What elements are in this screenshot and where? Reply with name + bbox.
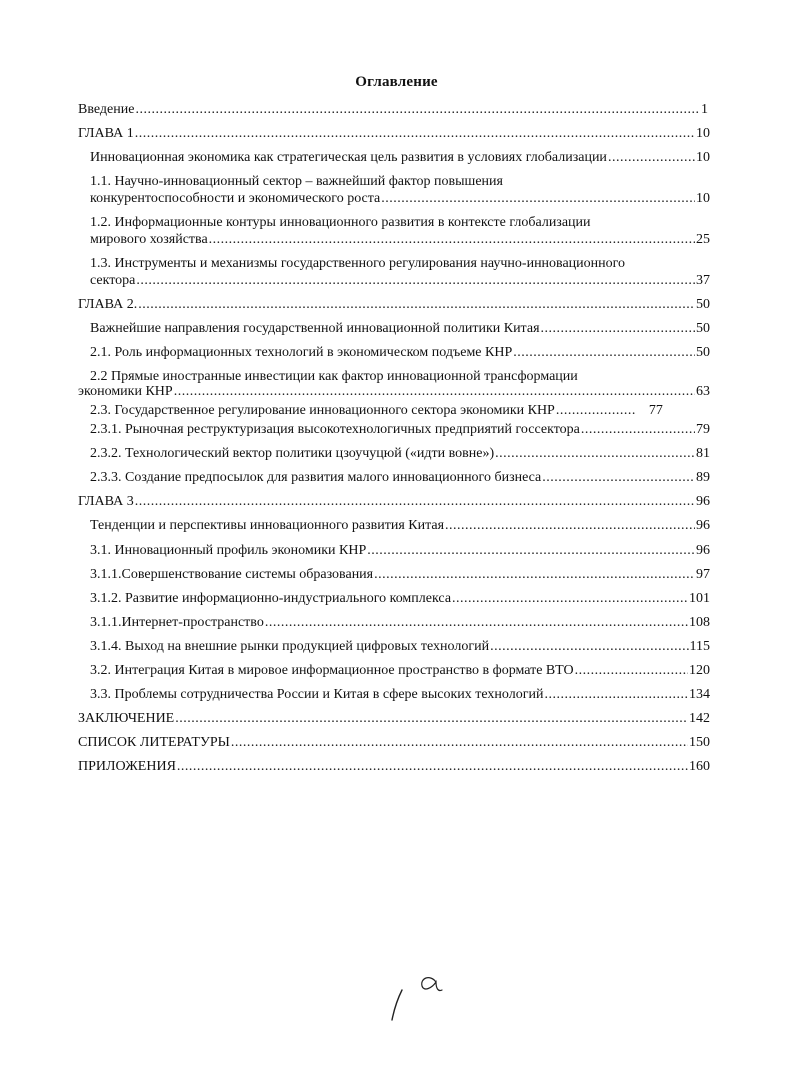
leader-dots (445, 518, 695, 533)
leader-dots (381, 191, 695, 206)
toc-entry-label: мирового хозяйства (90, 232, 208, 247)
leader-dots (135, 494, 695, 509)
toc-entry-3-1-4[interactable] (90, 639, 710, 654)
leader-dots (265, 615, 688, 630)
toc-entry-bibliography[interactable] (78, 735, 710, 750)
toc-entry-chapter-2[interactable] (78, 297, 710, 312)
toc-entry-3-3[interactable] (90, 687, 710, 702)
toc-entry-2-2[interactable] (78, 369, 710, 399)
leader-dots (367, 543, 695, 558)
toc-entry-label: Тенденции и перспективы инновационного развития Китая (90, 518, 445, 533)
leader-dots (513, 345, 695, 360)
leader-dots (135, 102, 700, 117)
leader-dots (544, 687, 688, 702)
toc-entry-chapter-3[interactable] (78, 494, 710, 509)
toc-entry-3-2[interactable] (90, 663, 710, 678)
toc-entry-2-1[interactable] (90, 345, 710, 360)
toc-entry-label: Инновационная экономика как стратегическая цель развития в условиях глобализации (90, 150, 607, 165)
toc-entry-1-1[interactable] (90, 174, 710, 206)
leader-dots (541, 321, 695, 336)
toc-entry-label: СПИСОК ЛИТЕРАТУРЫ (78, 735, 230, 750)
toc-entry-page: 50 (696, 345, 710, 360)
toc-entry-page: 50 (696, 297, 710, 312)
toc-entry-page: 63 (696, 384, 710, 399)
toc-entry-page: 50 (696, 321, 710, 336)
leader-dots (581, 422, 695, 437)
toc-entry-label: 3.2. Интеграция Китая в мировое информационное пространство в формате ВТО (90, 663, 574, 678)
toc-entry-page: 120 (689, 663, 710, 678)
toc-entry-label: 3.3. Проблемы сотрудничества России и Китая в сфере высоких технологий (90, 687, 544, 702)
toc-entry-page: 134 (689, 687, 710, 702)
toc-entry-section[interactable] (90, 150, 710, 165)
toc-entry-3-1[interactable] (90, 543, 710, 558)
toc-entry-1-3[interactable] (90, 256, 710, 288)
toc-entry-line1: 1.3. Инструменты и механизмы государственного регулирования научно-инновационного (90, 256, 626, 271)
toc-entry-page: 37 (696, 273, 710, 288)
leader-dots (174, 384, 695, 399)
leader-dots (608, 150, 695, 165)
toc-entry-page: 115 (689, 639, 710, 654)
toc-entry-line1: 1.2. Информационные контуры инновационного развития в контексте глобализации (90, 215, 591, 230)
toc-entry-label: 3.1.1.Интернет-пространство (90, 615, 264, 630)
toc-entry-label: конкурентоспособности и экономического роста (90, 191, 381, 206)
toc-entry-label: ГЛАВА 2. (78, 297, 138, 312)
toc-entry-label: ГЛАВА 1 (78, 126, 134, 141)
leader-dots (177, 759, 688, 774)
leader-dots (542, 470, 695, 485)
toc-entry-page: 108 (689, 615, 710, 630)
handwritten-page-mark (384, 972, 444, 1022)
toc-entry-label: Важнейшие направления государственной инновационной политики Китая (90, 321, 540, 336)
toc-entry-label: 2.3.1. Рыночная реструктуризация высокотехнологичных предприятий госсектора (90, 422, 580, 437)
toc-entry-2-3-2[interactable] (90, 446, 710, 461)
toc-entry-page: 10 (696, 191, 710, 206)
toc-entry-label: 2.3.3. Создание предпосылок для развития малого инновационного бизнеса (90, 470, 542, 485)
toc-entry-page: 77 (648, 403, 663, 418)
toc-entry-label: экономики КНР (78, 384, 173, 399)
toc-entry-chapter-1[interactable] (78, 126, 710, 141)
toc-entry-page: 97 (696, 567, 710, 582)
toc-entry-2-3-3[interactable] (90, 470, 710, 485)
toc-entry-page: 1 (701, 102, 708, 117)
leader-dots (575, 663, 688, 678)
toc-entry-line1: 1.1. Научно-инновационный сектор – важнейший фактор повышения (90, 174, 503, 189)
toc-entry-page: 25 (696, 232, 710, 247)
toc-entry-label: 3.1.2. Развитие информационно-индустриального комплекса (90, 591, 452, 606)
toc-entry-appendices[interactable] (78, 759, 710, 774)
toc-entry-label: 2.3.2. Технологический вектор политики цзоучуцюй («идти вовне») (90, 446, 495, 461)
toc-entry-3-1-3[interactable] (90, 615, 710, 630)
toc-entry-label: 3.1.1.Совершенствование системы образования (90, 567, 374, 582)
toc-entry-label: 3.1.4. Выход на внешние рынки продукцией цифровых технологий (90, 639, 490, 654)
toc-entry-page: 89 (696, 470, 710, 485)
page-title: Оглавление (355, 74, 438, 90)
toc-entry-section[interactable] (90, 321, 710, 336)
toc-entry-label: 3.1. Инновационный профиль экономики КНР (90, 543, 367, 558)
toc-entry-introduction[interactable] (78, 102, 708, 117)
leader-dots (135, 126, 695, 141)
toc-entry-3-1-1[interactable] (90, 567, 710, 582)
toc-entry-label: 2.3. Государственное регулирование инновационного сектора экономики КНР (90, 403, 555, 418)
toc-entry-page: 150 (689, 735, 710, 750)
leader-dots (175, 711, 688, 726)
toc-entry-page: 96 (696, 518, 710, 533)
toc-entry-2-3[interactable] (90, 403, 710, 418)
leader-dots (495, 446, 695, 461)
leader-dots (374, 567, 695, 582)
toc-entry-label: сектора (90, 273, 136, 288)
toc-entry-page: 79 (696, 422, 710, 437)
leader-dots (490, 639, 688, 654)
toc-entry-page: 81 (696, 446, 710, 461)
toc-entry-page: 101 (689, 591, 710, 606)
toc-entry-line1: 2.2 Прямые иностранные инвестиции как фактор инновационной трансформации (90, 369, 578, 384)
leader-dots (452, 591, 688, 606)
toc-entry-page: 10 (696, 150, 710, 165)
toc-entry-conclusion[interactable] (78, 711, 710, 726)
toc-entry-page: 96 (696, 543, 710, 558)
toc-entry-label: ПРИЛОЖЕНИЯ (78, 759, 176, 774)
leader-dots (136, 273, 695, 288)
toc-entry-page: 96 (696, 494, 710, 509)
toc-entry-label: ГЛАВА 3 (78, 494, 134, 509)
toc-entry-1-2[interactable] (90, 215, 710, 247)
toc-entry-page: 142 (689, 711, 710, 726)
leader-dots (556, 403, 636, 418)
leader-dots (138, 297, 695, 312)
toc-entry-section[interactable] (90, 518, 710, 533)
leader-dots (231, 735, 688, 750)
toc-entry-label: ЗАКЛЮЧЕНИЕ (78, 711, 175, 726)
toc-entry-page: 160 (689, 759, 710, 774)
toc-entry-3-1-2[interactable] (90, 591, 710, 606)
toc-entry-page: 10 (696, 126, 710, 141)
toc-entry-label: Введение (78, 102, 135, 117)
toc-entry-label: 2.1. Роль информационных технологий в экономическом подъеме КНР (90, 345, 513, 360)
toc-entry-2-3-1[interactable] (90, 422, 710, 437)
leader-dots (209, 232, 695, 247)
